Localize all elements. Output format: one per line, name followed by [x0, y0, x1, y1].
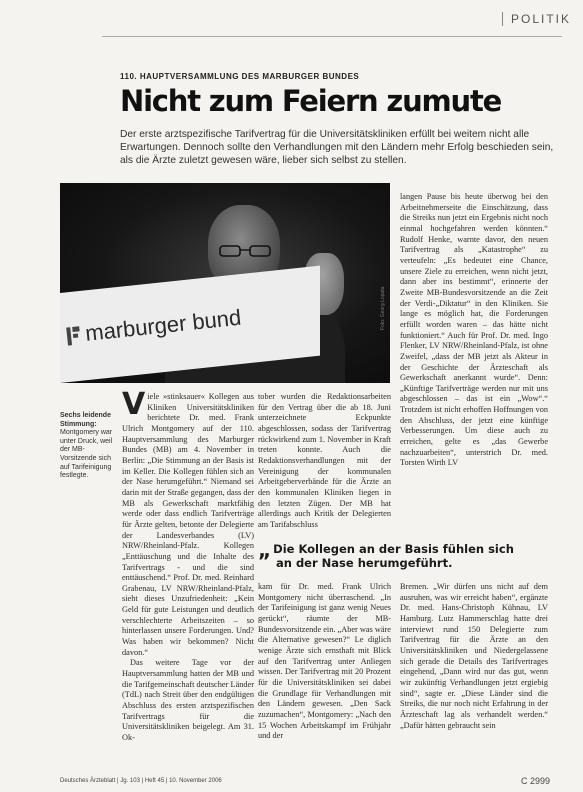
article-photo [60, 183, 390, 383]
marburger-bund-logo-icon [63, 322, 83, 348]
pull-quote-line-1: Die Kollegen an der Basis fühlen sich [273, 542, 514, 556]
body-column-2 [258, 392, 391, 531]
body-paragraph: iele »stinksauer« Kollegen aus Kliniken Universitätskliniken berichtete Dr. med. Frank Ulrich Montgomery auf der 110. Hauptversammlung des Marburger Bundes (MB) am 4. November in Berlin: „Die Stimmung an der Basis ist im Keller. Die Kollegen fühlen sich an der Nase herumgeführt.“ Niemand sei darin mit der Straße gegangen, dass der MB als Gewerkschaft marktfähig werde oder dass endlich Tarifverträge für Ärzte gelten, betonte der Delegierte der Landesverbandes (LV) NRW/Rheinland-Pfalz. Kollegen „Enttäuschung und die Inhalte des Tarifvertrags - und die sind enttäuschend.“ Prof. Dr. med. Reinhard Grabenau, LV NRW/Rheinland-Pfalz, sieht dieses Unzufriedenheit: „Kein Geld für gute Leistungen und deutlich verschlechterte Arbeitszeiten – so hinterlassen unsere Forderungen. Und? Was haben wir bekommen? Nicht davon.“ [122, 392, 254, 657]
body-paragraph: kam für Dr. med. Frank Ulrich Montgomery nicht überraschend. „In der Tarifeinigung ist ganz wenig Neues gerückt“, räumte der MB-Bundesvorsitzende ein. „Aber was wäre die Alternative gewesen?“ Le diglich wenige Ärzte sich ernsthaft mit Blick auf den Tarifvertrag unter Anliegen wissen. Der Tarifvertrag mit 20 Prozent für die Universitätskliniken sei dabei die Grundlage für Verhandlungen mit den Ländern gewesen. „Den Sack zuzumachen“, Montgomery: „Nach den 15 Wochen Arbeitskampf im Frühjahr und der [258, 582, 391, 741]
footer-publication: Deutsches Ärzteblatt | Jg. 103 | Heft 45 | 10. November 2006 [60, 778, 222, 784]
body-paragraph: tober wurden die Redaktionsarbeiten für den Vertrag über die ab 18. Juni unterzeichnete Eckpunkte abgeschlossen, sodass der Tarifvertrag rückwirkend zum 1. November in Kraft treten konnte. Auch die Redaktionsverhandlungen mit der Vereinigung der kommunalen Arbeitgeberverbände für die Ärzte an den kommunalen Kliniken liegen in den letzten Zügen. Der MB hat allerdings auch Kritik der Delegierten am Tarifabschluss [258, 392, 391, 529]
pull-quote-line-2: an der Nase herumgeführt. [276, 556, 453, 570]
page-number: C 2999 [520, 776, 550, 786]
body-column-1 [122, 387, 254, 744]
article-lead: Der erste arztspezifische Tarifvertrag für die Universitätskliniken erfüllt bei weitem nicht alle Erwartungen. Dennoch sollte den Verhandlungen mit den Ländern mehr Erfolg beschieden sein, als die Ärzte zuletzt gewesen wäre, lieber sich selbst zu stellen. [120, 129, 554, 166]
body-column-3-lower [400, 582, 548, 731]
photo-credit: Foto: Georg Lopata [380, 286, 386, 330]
section-label: POLITIK [502, 12, 571, 26]
caption-title: Sechs leidende Stimmung: [60, 412, 111, 428]
article-headline: Nicht zum Feiern zumute [120, 84, 502, 118]
drop-cap: V [122, 387, 146, 422]
body-paragraph: Bremen. „Wir dürfen uns nicht auf dem ausruhen, was wir erreicht haben“, ergänzte Dr. med. Hans-Christoph Kühnau, LV Hamburg. Lutz Hammerschlag hatte drei interviewt rund 150 Delegierte zum Tarifvertrag für die Ärzte an den Universitätskliniken und Niedergelassene sich gerade die Details des Tarifvertrages eingehend, „Dann wird nur das gut, wenn wir zukünftig Verhandlungen jetzt ergiebig sind“, sagte er. „Diese Länder sind die Streiks, die nur noch nicht Erfahrung in der Ärzteschaft lag als verhandelt werden.“ „Dafür hätten gebraucht sein [400, 582, 548, 730]
photo-glasses [218, 245, 272, 257]
body-paragraph: Das weitere Tage vor der Hauptversammlung hatten der MB und die Tarifgemeinschaft deutscher Länder (TdL) nach Streit über den endgültigen Abschluss des ersten arztspezifischen Tarifvertrags für die Universitätskliniken beigelegt. Am 31. Ok- [122, 658, 254, 742]
photo-sign-text: marburger bund [84, 304, 243, 346]
article-kicker: 110. HAUPTVERSAMMLUNG DES MARBURGER BUNDES [120, 72, 360, 81]
caption-text: Montgomery war unter Druck, weil der MB-Vorsitzende sich auf Tarifeinigung festlegte. [60, 429, 113, 480]
quote-mark-icon: „ [258, 538, 272, 562]
body-paragraph: langen Pause bis heute überwog bei den Arbeitnehmerseite die Einschätzung, dass die Streiks nun jetzt ein Ergebnis nicht noch einmal hochgefahren werden könnten.“ Rudolf Henke, warnte davor, den neuen Tarifvertrag als „Katastrophe“ zu verteufeln: „Es bedeutet eine Chance, unsere Ziele zu erreichen, wenn nicht jetzt, dann aber ins bestimmt“, erinnerte der Zweite MB-Bundesvorsitzende an die Zeit der Verdi-„Diktatur“ in den Kliniken. Sie lange es möglich hat, die Forderungen erfüllt worden waren – das hätte nicht funktioniert.“ Auch für Prof. Dr. med. Ingo Flenker, LV NRW/Rheinland-Pfalz, ist ohne Zweifel, „dass der MB jetzt als Akteur in der Geschichte der Ärzteschaft als Gewerkschaft anerkannt wurde“. Denn: „Künftige Tarifverträge werden nur mit uns abgeschlossen – das ist ein „Wow“.“ Trotzdem ist nicht erhoffen Hoffnungen von den Abschluss, der jetzt eine künftige Verbesserungen. Um diese auch zu erreichen, gelte es „das Gewerbe nachzuarbeiten“, unterstrich Dr. med. Torsten Wirth LV [400, 192, 548, 468]
header-rule [102, 36, 562, 37]
page-header [0, 0, 583, 34]
pull-quote [258, 538, 548, 570]
page-footer [60, 778, 550, 784]
body-column-2-lower [258, 582, 391, 742]
photo-caption [60, 412, 114, 481]
body-column-3 [400, 192, 548, 469]
